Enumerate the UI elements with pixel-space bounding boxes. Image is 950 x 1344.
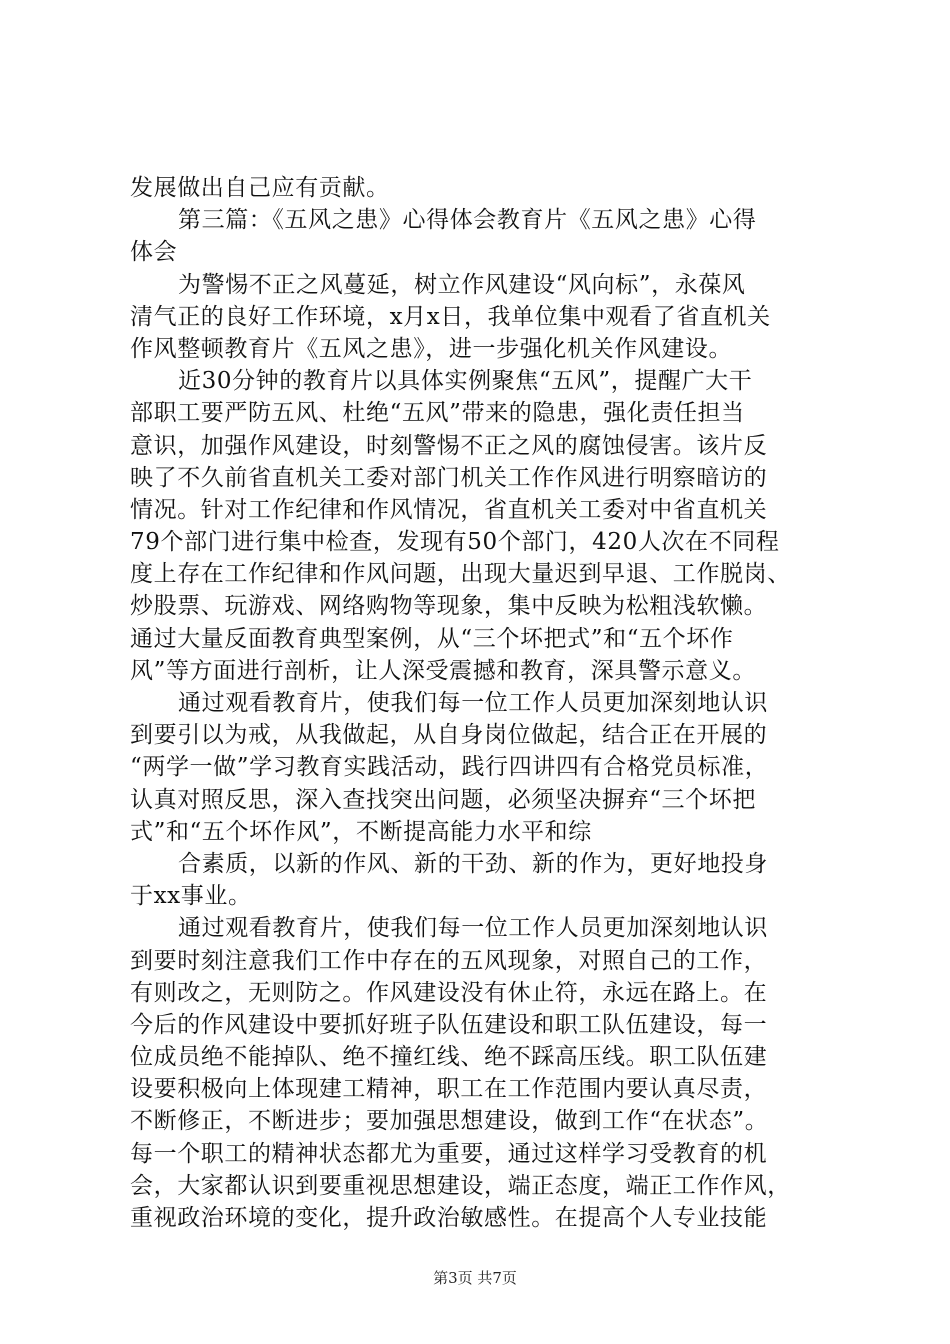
text-line: 为警惕不正之风蔓延，树立作风建设“风向标”，永葆风 bbox=[178, 271, 746, 298]
text-line: 意识，加强作风建设，时刻警惕不正之风的腐蚀侵害。该片反 bbox=[130, 432, 768, 459]
text-line: 体会 bbox=[130, 239, 178, 266]
text-line: 不断修正，不断进步；要加强思想建设，做到工作“在状态”。 bbox=[130, 1108, 769, 1135]
text-line: 于xx事业。 bbox=[130, 883, 252, 910]
text-line: 炒股票、玩游戏、网络购物等现象，集中反映为松粗浅软懒。 bbox=[130, 593, 768, 620]
text-line: 近30分钟的教育片以具体实例聚焦“五风”，提醒广大干 bbox=[178, 368, 753, 395]
document-body bbox=[130, 172, 830, 1234]
text-line: 有则改之，无则防之。作风建设没有休止符，永远在路上。在 bbox=[130, 979, 768, 1006]
text-line: 设要积极向上体现建工精神，职工在工作范围内要认真尽责， bbox=[130, 1076, 768, 1103]
page-footer: 第3页 共7页 bbox=[433, 1269, 517, 1287]
text-line: 作风整顿教育片《五风之患》，进一步强化机关作风建设。 bbox=[130, 335, 733, 362]
text-line: 度上存在工作纪律和作风问题，出现大量迟到早退、工作脱岗、 bbox=[130, 561, 791, 588]
text-line: 每一个职工的精神状态都尤为重要，通过这样学习受教育的机 bbox=[130, 1140, 768, 1167]
text-line: 映了不久前省直机关工委对部门机关工作作风进行明察暗访的 bbox=[130, 464, 768, 491]
text-line: 风”等方面进行剖析，让人深受震撼和教育，深具警示意义。 bbox=[130, 657, 756, 684]
text-line: 通过观看教育片，使我们每一位工作人员更加深刻地认识 bbox=[178, 915, 768, 942]
text-line: 通过观看教育片，使我们每一位工作人员更加深刻地认识 bbox=[178, 690, 768, 716]
text-line: 情况。针对工作纪律和作风情况，省直机关工委对中省直机关 bbox=[130, 496, 768, 523]
text-line: 通过大量反面教育典型案例，从“三个坏把式”和“五个坏作 bbox=[130, 625, 734, 652]
text-line: “两学一做”学习教育实践活动，践行四讲四有合格党员标准， bbox=[130, 754, 769, 781]
text-line: 今后的作风建设中要抓好班子队伍建设和职工队伍建设，每一 bbox=[130, 1011, 768, 1038]
text-line: 到要时刻注意我们工作中存在的五风现象，对照自己的工作， bbox=[130, 947, 768, 974]
text-line: 位成员绝不能掉队、绝不撞红线、绝不踩高压线。职工队伍建 bbox=[130, 1044, 768, 1071]
text-line: 合素质，以新的作风、新的干劲、新的作为，更好地投身 bbox=[178, 850, 768, 877]
text-line: 到要引以为戒，从我做起，从自身岗位做起，结合正在开展的 bbox=[130, 722, 768, 749]
text-line: 式”和“五个坏作风”，不断提高能力水平和综 bbox=[130, 818, 592, 845]
text-line: 清气正的良好工作环境，x月x日，我单位集中观看了省直机关 bbox=[130, 303, 771, 330]
text-line: 重视政治环境的变化，提升政治敏感性。在提高个人专业技能 bbox=[130, 1205, 768, 1231]
text-line: 79个部门进行集中检查，发现有50个部门，420人次在不同程 bbox=[130, 529, 780, 556]
text-line: 第三篇：《五风之患》心得体会教育片《五风之患》心得 bbox=[178, 207, 757, 234]
text-line: 发展做出自己应有贡献。 bbox=[130, 175, 390, 201]
text-line: 会，大家都认识到要重视思想建设，端正态度，端正工作作风， bbox=[130, 1172, 791, 1199]
text-line: 部职工要严防五风、杜绝“五风”带来的隐患，强化责任担当 bbox=[130, 400, 745, 427]
text-line: 认真对照反思，深入查找突出问题，必须坚决摒弃“三个坏把 bbox=[130, 786, 756, 813]
